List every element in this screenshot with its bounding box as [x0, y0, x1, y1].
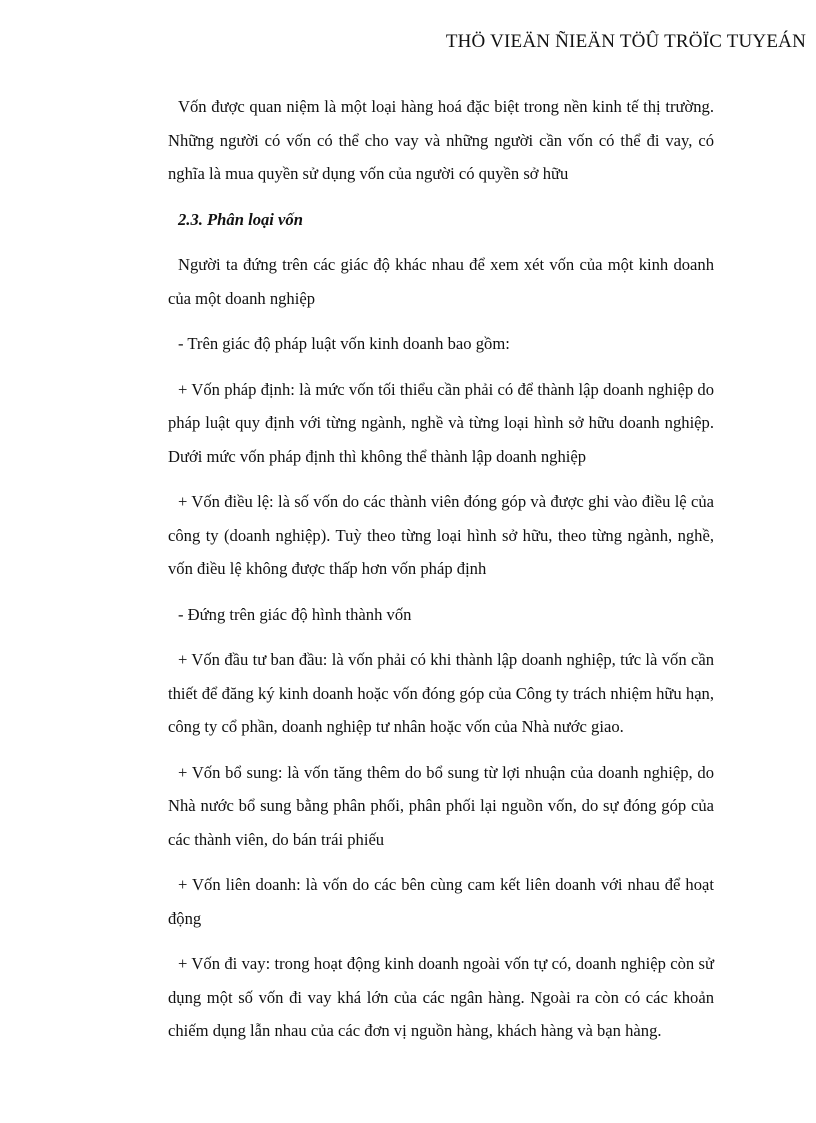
paragraph-formation-view: - Đứng trên giác độ hình thành vốn	[178, 604, 412, 624]
paragraph-borrowed-capital: + Vốn đi vay: trong hoạt động kinh doanh ngoài vốn tự có, doanh nghiệp còn sử dụng một số vốn đi vay khá lớn của các ngân hàng. Ngoài ra còn có các khoản chiếm dụng lẫn nhau của các đơn vị nguồn hàng, khách hàng và bạn hàng.	[168, 954, 714, 1040]
paragraph-supplementary-capital: + Vốn bổ sung: là vốn tăng thêm do bổ sung từ lợi nhuận của doanh nghiệp, do Nhà nước bổ sung bằng phân phối, phân phối lại nguồn vốn, do sự đóng góp của các thành viên, do bán trái phiếu	[168, 762, 714, 849]
paragraph-legal-view: - Trên giác độ pháp luật vốn kinh doanh bao gồm:	[178, 334, 510, 353]
paragraph-capital-concept: Vốn được quan niệm là một loại hàng hoá đặc biệt trong nền kinh tế thị trường. Những người có vốn có thể cho vay và những người cần vốn có thể đi vay, có nghĩa là mua quyền sử dụng vốn của người có quyền sở hữu	[168, 97, 714, 183]
paragraph-perspectives: Người ta đứng trên các giác độ khác nhau để xem xét vốn của một kinh doanh của một doanh nghiệp	[168, 255, 714, 308]
paragraph-initial-capital: + Vốn đầu tư ban đầu: là vốn phải có khi thành lập doanh nghiệp, tức là vốn cần thiết để đăng ký kinh doanh hoặc vốn đóng góp của Công ty trách nhiệm hữu hạn, công ty cổ phần, doanh nghiệp tư nhân hoặc vốn của Nhà nước giao.	[168, 650, 714, 736]
paragraph-legal-capital: + Vốn pháp định: là mức vốn tối thiểu cần phải có để thành lập doanh nghiệp do pháp luật quy định với từng ngành, nghề và từng loại hình sở hữu doanh nghiệp. Dưới mức vốn pháp định thì không thể thành lập doanh nghiệp	[168, 379, 714, 466]
document-body	[168, 90, 714, 1060]
section-heading: 2.3. Phân loại vốn	[178, 209, 303, 229]
running-header: THÖ VIEÄN ÑIEÄN TÖÛ TRÖÏC TUYEÁN	[445, 31, 806, 52]
paragraph-charter-capital: + Vốn điều lệ: là số vốn do các thành viên đóng góp và được ghi vào điều lệ của công ty (doanh nghiệp). Tuỳ theo từng loại hình sở hữu, theo từng ngành, nghề, vốn điều lệ không được thấp hơn vốn pháp định	[168, 492, 714, 578]
paragraph-joint-venture-capital: + Vốn liên doanh: là vốn do các bên cùng cam kết liên doanh với nhau để hoạt động	[168, 875, 714, 928]
